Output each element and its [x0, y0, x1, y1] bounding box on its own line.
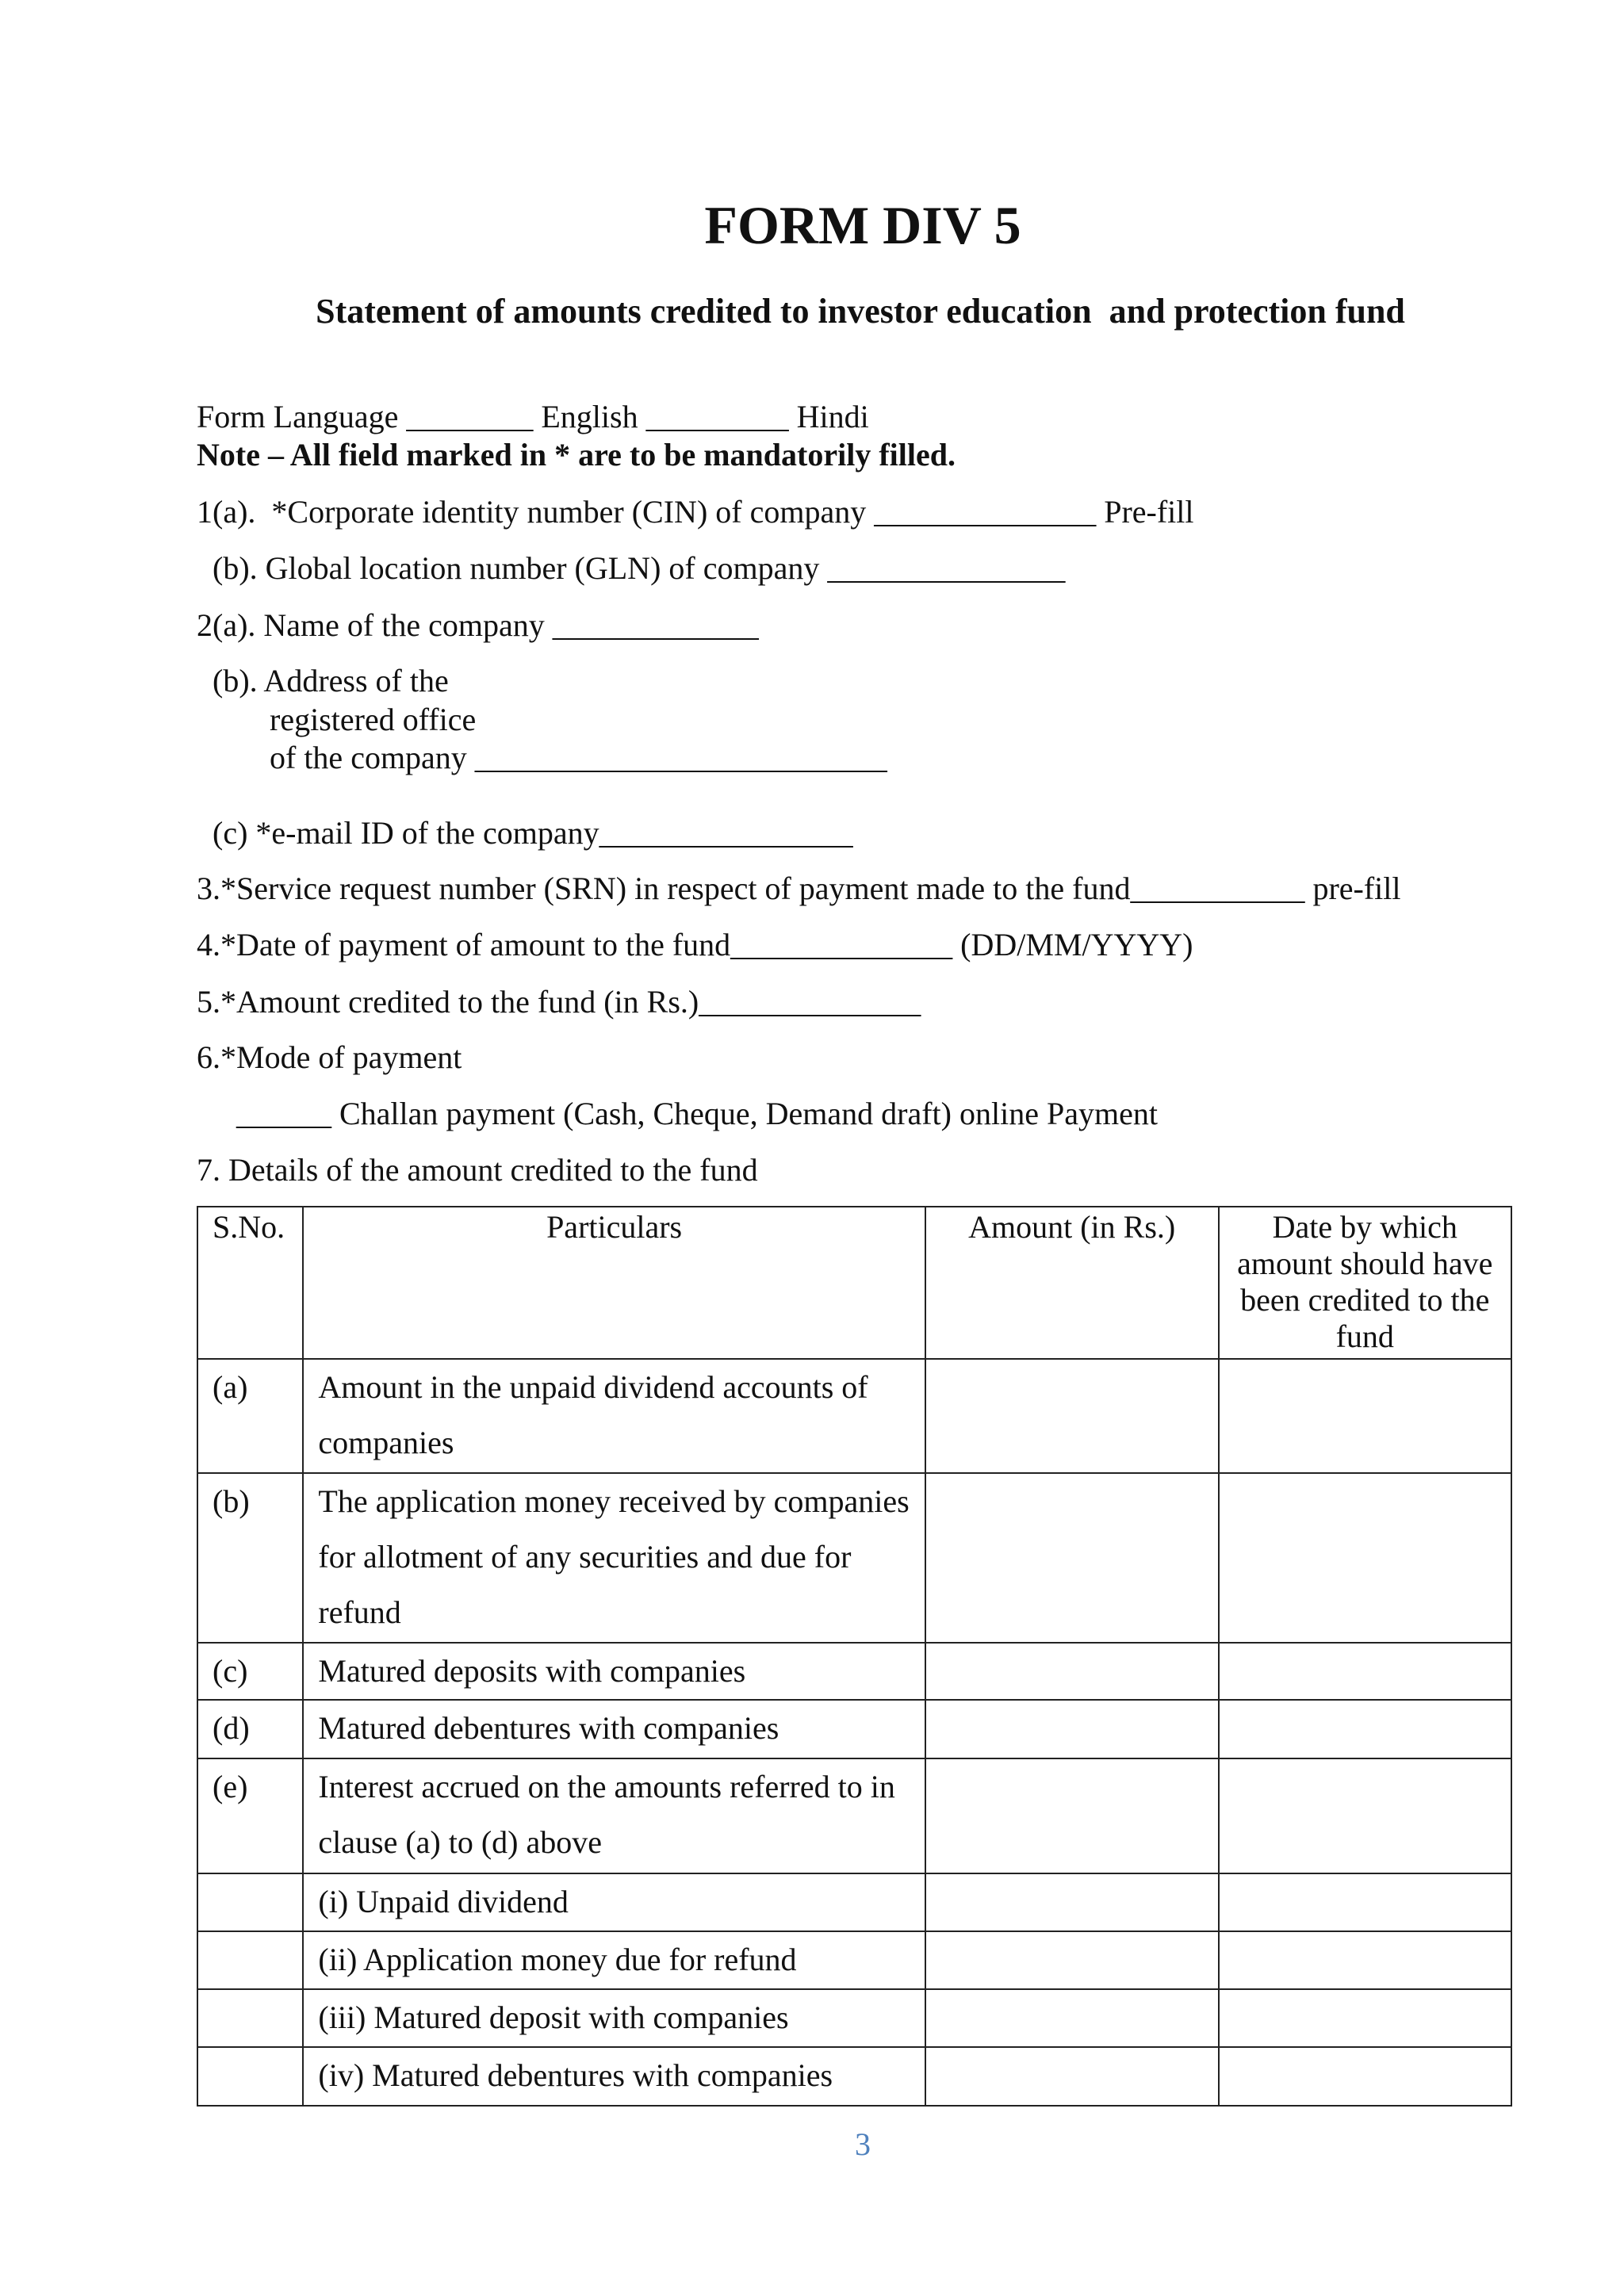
header-particulars: Particulars	[303, 1207, 925, 1359]
payment-mode-option: ______ Challan payment (Cash, Cheque, Demand draft) online Payment	[236, 1096, 1158, 1131]
row-particulars: (i) Unpaid dividend	[303, 1873, 925, 1931]
field-address-line-3: of the company __________________________	[270, 740, 887, 775]
field-details-heading: 7. Details of the amount credited to the fund	[197, 1152, 758, 1188]
field-gln: (b). Global location number (GLN) of company _______________	[197, 550, 1066, 586]
row-amount-cell	[925, 1700, 1219, 1758]
table-row	[197, 2047, 1511, 2106]
row-sno: (b)	[197, 1473, 303, 1643]
header-amount: Amount (in Rs.)	[925, 1207, 1219, 1359]
field-srn: 3.*Service request number (SRN) in respect of payment made to the fund___________ pre-fill	[197, 871, 1401, 906]
row-amount-cell	[925, 1873, 1219, 1931]
field-address-line-1: (b). Address of the	[197, 663, 449, 698]
row-particulars: The application money received by companies for allotment of any securities and due for refund	[303, 1473, 925, 1643]
table-row	[197, 1643, 1511, 1700]
header-sno: S.No.	[197, 1207, 303, 1359]
row-particulars: (ii) Application money due for refund	[303, 1931, 925, 1989]
field-mode-of-payment: 6.*Mode of payment	[197, 1039, 462, 1075]
row-amount-cell	[925, 1758, 1219, 1873]
row-date-cell	[1219, 1873, 1511, 1931]
row-particulars: (iv) Matured debentures with companies	[303, 2047, 925, 2106]
row-sno	[197, 1931, 303, 1989]
row-date-cell	[1219, 1758, 1511, 1873]
table-row	[197, 1873, 1511, 1931]
row-sno: (a)	[197, 1359, 303, 1473]
row-date-cell	[1219, 1643, 1511, 1700]
table-header-row	[197, 1207, 1511, 1359]
row-date-cell	[1219, 1359, 1511, 1473]
field-address-line-2: registered office	[270, 702, 477, 737]
row-date-cell	[1219, 1931, 1511, 1989]
row-amount-cell	[925, 1473, 1219, 1643]
row-date-cell	[1219, 1473, 1511, 1643]
row-sno	[197, 2047, 303, 2106]
field-payment-date: 4.*Date of payment of amount to the fund______________ (DD/MM/YYYY)	[197, 927, 1193, 962]
details-table	[197, 1206, 1512, 2107]
row-sno: (c)	[197, 1643, 303, 1700]
form-title: FORM DIV 5	[704, 195, 1021, 255]
table-row	[197, 1758, 1511, 1873]
row-amount-cell	[925, 1359, 1219, 1473]
row-sno: (d)	[197, 1700, 303, 1758]
row-particulars: Matured debentures with companies	[303, 1700, 925, 1758]
field-cin: 1(a). *Corporate identity number (CIN) of company ______________ Pre-fill	[197, 494, 1194, 530]
table-row	[197, 1989, 1511, 2047]
table-row	[197, 1700, 1511, 1758]
field-email: (c) *e-mail ID of the company________________	[197, 815, 853, 851]
row-amount-cell	[925, 1989, 1219, 2047]
row-amount-cell	[925, 1643, 1219, 1700]
row-date-cell	[1219, 1989, 1511, 2047]
row-particulars: Interest accrued on the amounts referred to in clause (a) to (d) above	[303, 1758, 925, 1873]
row-amount-cell	[925, 2047, 1219, 2106]
table-row	[197, 1931, 1511, 1989]
row-amount-cell	[925, 1931, 1219, 1989]
row-particulars: Matured deposits with companies	[303, 1643, 925, 1700]
row-particulars: Amount in the unpaid dividend accounts of companies	[303, 1359, 925, 1473]
row-sno	[197, 1989, 303, 2047]
form-subtitle: Statement of amounts credited to investor education and protection fund	[316, 292, 1405, 331]
header-date: Date by which amount should have been credited to the fund	[1219, 1207, 1511, 1359]
table-row	[197, 1473, 1511, 1643]
field-company-name: 2(a). Name of the company _____________	[197, 607, 759, 643]
field-amount-credited: 5.*Amount credited to the fund (in Rs.)______________	[197, 984, 921, 1020]
mandatory-note: Note – All field marked in * are to be mandatorily filled.	[197, 437, 956, 473]
row-date-cell	[1219, 1700, 1511, 1758]
table-row	[197, 1359, 1511, 1473]
row-sno: (e)	[197, 1758, 303, 1873]
row-sno	[197, 1873, 303, 1931]
row-particulars: (iii) Matured deposit with companies	[303, 1989, 925, 2047]
row-date-cell	[1219, 2047, 1511, 2106]
form-language-line: Form Language ________ English _________ Hindi	[197, 399, 869, 434]
page-number: 3	[855, 2126, 871, 2162]
